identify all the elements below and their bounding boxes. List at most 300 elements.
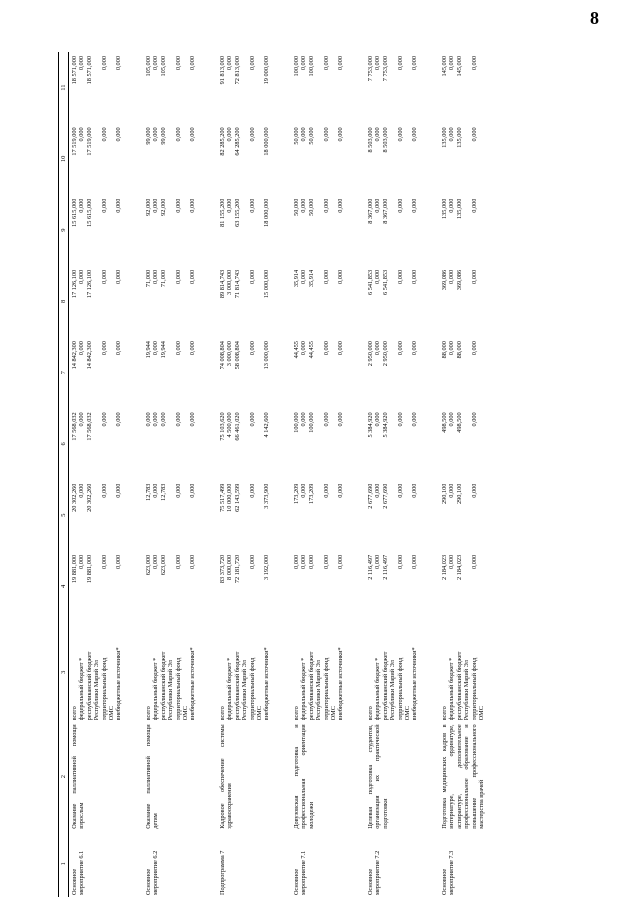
year-values [143, 123, 217, 194]
value-cell: 19,944 [159, 341, 167, 359]
value-cell: 0,000 [100, 483, 108, 498]
value-cell [108, 555, 115, 620]
value-cell [167, 127, 174, 192]
value-cell [330, 341, 337, 406]
year-values [69, 266, 144, 337]
value-cell: 92,000 [145, 198, 152, 216]
value-cell: 0,000 [189, 127, 197, 142]
value-cell [93, 270, 100, 335]
funding-source-label: Республики Марий Эл [93, 660, 101, 721]
value-cell: 0,000 [337, 483, 345, 498]
value-cell [463, 56, 470, 121]
table-body [69, 52, 528, 897]
year-values [217, 123, 291, 194]
row-description: Оказание паллиативной помощи взрослым [71, 724, 86, 829]
value-cell: 0,000 [448, 412, 456, 427]
value-cell: 19 881,000 [85, 554, 93, 584]
value-cell [108, 270, 115, 335]
value-cell: 0,000 [152, 412, 160, 427]
funding-source-label: внебюджетные источники* [263, 647, 271, 721]
value-cell [330, 270, 337, 335]
year-values [143, 551, 217, 622]
value-cell: 0,000 [300, 341, 308, 356]
value-cell: 0,000 [174, 56, 182, 71]
value-cell [108, 484, 115, 549]
value-cell: 0,000 [189, 269, 197, 284]
value-cell: 18 571,000 [85, 56, 93, 85]
value-cell: 82 285,200 [219, 127, 226, 156]
year-values [291, 337, 365, 408]
value-cell: 75 103,620 [219, 412, 226, 441]
value-cell: 2 950,000 [381, 341, 389, 367]
value-cell [167, 412, 174, 477]
year-values [365, 52, 439, 123]
value-cell [241, 555, 248, 620]
table-row [217, 52, 291, 897]
value-cell: 100,000 [307, 56, 315, 77]
value-cell: 0,000 [396, 341, 404, 356]
value-cell [404, 555, 411, 620]
value-cell: 19 881,000 [71, 554, 78, 584]
value-cell [241, 56, 248, 121]
value-cell [330, 199, 337, 264]
value-cell: 0,000 [78, 483, 86, 498]
value-cell: 0,000 [189, 198, 197, 213]
value-cell: 100,000 [293, 412, 300, 433]
value-cell [404, 199, 411, 264]
value-cell: 0,000 [300, 198, 308, 213]
row-title: Основное мероприятие 7.2 [367, 850, 382, 895]
value-cell: 2 184,023 [441, 554, 448, 580]
table-row [69, 52, 144, 897]
value-cell: 0,000 [248, 412, 256, 427]
value-cell: 5 384,920 [367, 412, 374, 438]
value-cell: 0,000 [322, 483, 330, 498]
value-cell: 2 950,000 [367, 341, 374, 367]
value-cell: 135,000 [441, 127, 448, 148]
table-row [365, 52, 439, 897]
value-cell: 8 367,000 [381, 198, 389, 224]
value-cell: 0,000 [152, 56, 160, 71]
funding-source-label: всего [367, 706, 374, 721]
value-cell: 0,000 [100, 127, 108, 142]
value-cell: 5 384,920 [381, 412, 389, 438]
column-header: 6 [59, 408, 69, 479]
row-title: Подпрограмма 7 [219, 850, 226, 895]
funding-source-label: территориальный фонд [248, 657, 256, 721]
funding-source-label: федеральный бюджет * [374, 657, 382, 721]
value-cell: 83 373,720 [219, 554, 226, 584]
value-cell: 0,000 [159, 412, 167, 427]
value-cell [108, 56, 115, 121]
value-cell: 0,000 [337, 127, 345, 142]
value-cell: 14 842,300 [85, 341, 93, 370]
value-cell: 7 753,000 [367, 56, 374, 82]
value-cell [478, 555, 485, 620]
value-cell: 135,000 [441, 198, 448, 220]
year-values [217, 195, 291, 266]
value-cell: 145,000 [455, 56, 463, 77]
value-cell: 0,000 [189, 483, 197, 498]
value-cell: 35,914 [293, 269, 300, 288]
value-cell: 0,000 [322, 56, 330, 71]
value-cell: 12,783 [159, 483, 167, 501]
year-values [69, 480, 144, 551]
value-cell: 0,000 [226, 127, 234, 142]
value-cell: 0,000 [300, 554, 308, 569]
value-cell: 0,000 [337, 412, 345, 427]
value-cell: 35,914 [307, 269, 315, 288]
value-cell [315, 56, 322, 121]
value-cell [463, 199, 470, 264]
year-values [365, 195, 439, 266]
value-cell [182, 341, 189, 406]
row-description: Подготовка медицинских кадров в интернатуре, ординатуре, аспирантуре, дополнительное профессиональное образование и повышение профессионального мастерства врачей [441, 724, 486, 829]
column-header: 11 [59, 52, 69, 123]
value-cell: 0,000 [174, 127, 182, 142]
value-cell [108, 127, 115, 192]
value-cell: 0,000 [448, 269, 456, 284]
value-cell: 0,000 [396, 198, 404, 213]
value-cell: 0,000 [78, 269, 86, 284]
value-cell: 0,000 [115, 127, 123, 142]
value-cell: 0,000 [152, 269, 160, 284]
funding-source-label: Республики Марий Эл [315, 660, 323, 721]
value-cell [182, 484, 189, 549]
value-cell [167, 56, 174, 121]
value-cell: 0,000 [152, 127, 160, 142]
value-cell [93, 555, 100, 620]
value-cell: 4 142,600 [263, 412, 271, 438]
value-cell [241, 270, 248, 335]
value-cell: 0,000 [322, 269, 330, 284]
value-cell: 0,000 [115, 341, 123, 356]
year-values [217, 408, 291, 479]
funding-source-label: Республики Марий Эл [167, 660, 175, 721]
year-values [439, 123, 527, 194]
value-cell: 0,000 [300, 127, 308, 142]
value-cell: 44,455 [293, 341, 300, 359]
column-header: 10 [59, 123, 69, 194]
value-cell: 0,000 [337, 554, 345, 569]
value-cell: 50,000 [293, 198, 300, 216]
value-cell [93, 56, 100, 121]
value-cell: 0,000 [300, 483, 308, 498]
value-cell: 0,000 [152, 483, 160, 498]
value-cell: 0,000 [448, 127, 456, 142]
value-cell: 15 615,000 [85, 198, 93, 227]
value-cell: 0,000 [248, 341, 256, 356]
value-cell [478, 484, 485, 549]
value-cell [478, 56, 485, 121]
value-cell: 66 461,020 [233, 412, 241, 441]
value-cell: 17 126,100 [71, 269, 78, 299]
value-cell: 17 126,100 [85, 269, 93, 299]
year-values [365, 551, 439, 622]
value-cell: 3 373,900 [263, 483, 271, 509]
value-cell: 17 519,000 [85, 127, 93, 156]
funding-source-label: всего [145, 706, 152, 721]
value-cell: 92,000 [159, 198, 167, 216]
value-cell: 15 000,000 [263, 269, 271, 299]
year-values [291, 551, 365, 622]
value-cell: 0,000 [100, 554, 108, 569]
year-values [217, 337, 291, 408]
row-title: Основное мероприятие 7.1 [293, 850, 308, 895]
funding-source-label: республиканский бюджет [159, 651, 167, 721]
value-cell [404, 484, 411, 549]
value-cell: 0,000 [115, 483, 123, 498]
header-row [59, 52, 69, 897]
value-cell [108, 341, 115, 406]
value-cell [315, 199, 322, 264]
year-values [439, 337, 527, 408]
year-values [217, 52, 291, 123]
value-cell [241, 412, 248, 477]
value-cell [404, 412, 411, 477]
value-cell [182, 199, 189, 264]
value-cell [463, 484, 470, 549]
value-cell: 0,000 [322, 341, 330, 356]
value-cell: 0,000 [145, 412, 152, 427]
value-cell: 0,000 [100, 56, 108, 71]
value-cell: 145,000 [441, 56, 448, 77]
value-cell: 18 571,000 [71, 56, 78, 85]
value-cell: 50,000 [307, 198, 315, 216]
value-cell: 91 813,000 [219, 56, 226, 85]
value-cell: 14 842,300 [71, 341, 78, 370]
value-cell: 0,000 [100, 412, 108, 427]
table-row [291, 52, 365, 897]
value-cell: 0,000 [374, 341, 382, 356]
year-values [143, 195, 217, 266]
value-cell: 0,000 [174, 412, 182, 427]
value-cell: 18 000,000 [263, 198, 271, 227]
funding-source-label: внебюджетные источники* [189, 647, 197, 721]
value-cell: 0,000 [152, 198, 160, 213]
value-cell: 0,000 [248, 198, 256, 213]
value-cell: 0,000 [152, 554, 160, 569]
value-cell [167, 199, 174, 264]
year-values [143, 266, 217, 337]
value-cell: 0,000 [337, 341, 345, 356]
value-cell: 0,000 [322, 198, 330, 213]
value-cell: 0,000 [78, 56, 86, 71]
value-cell: 0,000 [374, 269, 382, 284]
value-cell: 0,000 [100, 341, 108, 356]
value-cell: 99,000 [145, 127, 152, 145]
value-cell: 20 302,260 [85, 483, 93, 512]
value-cell [315, 127, 322, 192]
column-header: 2 [59, 722, 69, 830]
value-cell: 0,000 [293, 554, 300, 569]
value-cell: 0,000 [174, 341, 182, 356]
value-cell: 0,000 [411, 269, 419, 284]
value-cell: 64 285,200 [233, 127, 241, 156]
value-cell: 0,000 [115, 269, 123, 284]
value-cell [93, 484, 100, 549]
funding-source-label: федеральный бюджет * [226, 657, 234, 721]
value-cell [315, 484, 322, 549]
value-cell: 0,000 [189, 341, 197, 356]
value-cell: 0,000 [374, 56, 382, 71]
value-cell: 100,000 [307, 412, 315, 433]
value-cell [463, 555, 470, 620]
value-cell: 72 181,720 [233, 554, 241, 584]
value-cell [330, 56, 337, 121]
column-header: 8 [59, 266, 69, 337]
year-values [439, 551, 527, 622]
value-cell: 58 008,804 [233, 341, 241, 370]
year-values [439, 52, 527, 123]
funding-sources [217, 622, 291, 722]
funding-source-label: республиканский бюджет [307, 651, 315, 721]
value-cell [404, 341, 411, 406]
value-cell: 17 568,032 [71, 412, 78, 441]
value-cell: 0,000 [470, 127, 478, 142]
value-cell [182, 555, 189, 620]
funding-source-label: территориальный фонд [322, 657, 330, 721]
value-cell: 0,000 [411, 483, 419, 498]
value-cell: 105,000 [145, 56, 152, 77]
value-cell: 0,000 [396, 554, 404, 569]
value-cell: 0,000 [307, 554, 315, 569]
value-cell: 6 541,853 [381, 269, 389, 295]
funding-source-label: ОМС [403, 706, 411, 721]
value-cell: 0,000 [396, 127, 404, 142]
funding-source-label: федеральный бюджет * [448, 657, 456, 721]
value-cell: 0,000 [189, 56, 197, 71]
value-cell [330, 412, 337, 477]
value-cell: 0,000 [300, 269, 308, 284]
value-cell [463, 341, 470, 406]
year-values [291, 123, 365, 194]
value-cell [241, 484, 248, 549]
value-cell: 623,000 [145, 554, 152, 576]
value-cell: 8 503,000 [367, 127, 374, 153]
value-cell: 0,000 [396, 269, 404, 284]
value-cell [330, 127, 337, 192]
value-cell [167, 555, 174, 620]
funding-source-label: всего [71, 706, 78, 721]
value-cell: 173,209 [307, 483, 315, 505]
value-cell [93, 412, 100, 477]
value-cell: 369,086 [441, 269, 448, 291]
year-values [217, 266, 291, 337]
value-cell: 0,000 [115, 554, 123, 569]
year-values [365, 123, 439, 194]
value-cell [315, 341, 322, 406]
value-cell: 0,000 [189, 412, 197, 427]
year-values [69, 52, 144, 123]
value-cell: 0,000 [448, 483, 456, 498]
value-cell: 18 000,000 [263, 127, 271, 156]
year-values [291, 408, 365, 479]
value-cell [330, 484, 337, 549]
value-cell: 135,000 [455, 127, 463, 148]
year-values [291, 52, 365, 123]
value-cell [463, 412, 470, 477]
funding-source-label: территориальный фонд [470, 657, 478, 721]
year-values [217, 480, 291, 551]
value-cell: 0,000 [226, 56, 234, 71]
value-cell: 50,000 [307, 127, 315, 145]
funding-source-label: территориальный фонд [174, 657, 182, 721]
year-values [69, 408, 144, 479]
value-cell: 0,000 [300, 56, 308, 71]
value-cell: 369,086 [455, 269, 463, 291]
value-cell: 19,944 [145, 341, 152, 359]
value-cell: 8 503,000 [381, 127, 389, 153]
funding-source-label: Республики Марий Эл [241, 660, 249, 721]
value-cell: 74 008,804 [219, 341, 226, 370]
value-cell: 0,000 [226, 198, 234, 213]
value-cell [389, 199, 396, 264]
year-values [439, 195, 527, 266]
value-cell: 0,000 [322, 554, 330, 569]
value-cell [389, 341, 396, 406]
value-cell: 0,000 [448, 554, 456, 569]
value-cell: 0,000 [248, 554, 256, 569]
value-cell: 0,000 [78, 198, 86, 213]
year-values [365, 337, 439, 408]
funding-source-label: Республики Марий Эл [389, 660, 397, 721]
value-cell [404, 56, 411, 121]
value-cell [478, 341, 485, 406]
row-description: Довузовская подготовка и профессиональная ориентация молодежи [293, 724, 315, 829]
value-cell [389, 484, 396, 549]
funding-source-label: ОМС [255, 706, 263, 721]
value-cell [389, 56, 396, 121]
value-cell: 8 000,000 [226, 554, 234, 580]
year-values [143, 480, 217, 551]
funding-source-label: ОМС [477, 706, 485, 721]
funding-sources [365, 622, 439, 722]
page-number: 8 [590, 8, 599, 28]
value-cell [167, 341, 174, 406]
value-cell: 0,000 [337, 56, 345, 71]
value-cell: 12,783 [145, 483, 152, 501]
column-header: 7 [59, 337, 69, 408]
funding-source-label: внебюджетные источники* [411, 647, 419, 721]
table-row [439, 52, 527, 897]
value-cell: 50,000 [293, 127, 300, 145]
funding-source-label: республиканский бюджет [381, 651, 389, 721]
value-cell: 0,000 [411, 198, 419, 213]
value-cell: 0,000 [470, 412, 478, 427]
value-cell: 71 814,743 [233, 269, 241, 299]
value-cell [389, 127, 396, 192]
value-cell: 72 813,000 [233, 56, 241, 85]
value-cell: 3 000,000 [226, 341, 234, 367]
value-cell: 0,000 [337, 198, 345, 213]
value-cell: 0,000 [115, 412, 123, 427]
value-cell [404, 270, 411, 335]
column-header: 9 [59, 195, 69, 266]
funding-sources [143, 622, 217, 722]
value-cell: 0,000 [174, 483, 182, 498]
value-cell: 173,209 [293, 483, 300, 505]
row-description: Кадровое обеспечение системы здравоохранения [219, 724, 234, 829]
year-values [439, 266, 527, 337]
funding-source-label: территориальный фонд [100, 657, 108, 721]
value-cell [478, 270, 485, 335]
column-header: 3 [59, 622, 69, 722]
funding-source-label: всего [293, 706, 300, 721]
value-cell [182, 127, 189, 192]
funding-source-label: внебюджетные источники* [337, 647, 345, 721]
value-cell: 0,000 [470, 269, 478, 284]
